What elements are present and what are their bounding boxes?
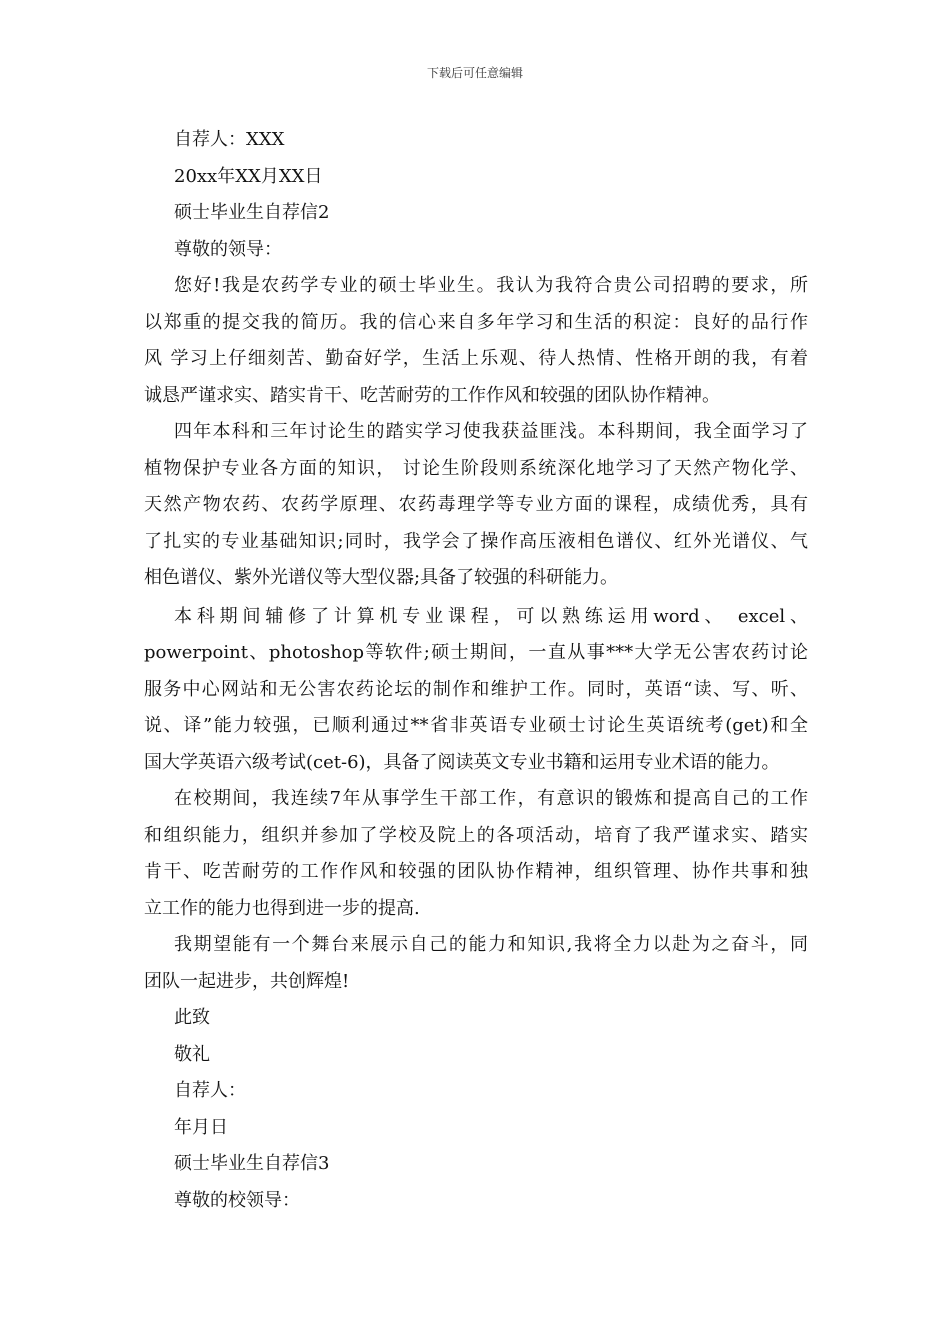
letter-title: 硕士毕业生自荐信2 — [174, 202, 330, 223]
paragraph-line: 服务中心网站和无公害农药论坛的制作和维护工作。同时，英语“读、写、听、 — [144, 678, 808, 700]
paragraph-line: 以郑重的提交我的简历。我的信心来自多年学习和生活的积淀：良好的品行作 — [144, 311, 808, 333]
paragraph-1 — [144, 268, 808, 414]
paragraph-line: 肯干、吃苦耐劳的工作作风和较强的团队协作精神，组织管理、协作共事和独 — [144, 861, 808, 882]
paragraph-line: 说、译”能力较强，已顺利通过**省非英语专业硕士讨论生英语统考(get)和全 — [144, 715, 808, 736]
paragraph-5 — [144, 927, 808, 1000]
date-line: 20xx年XX月XX日 — [174, 165, 323, 187]
paragraph-line: 天然产物农药、农药学原理、农药毒理学等专业方面的课程，成绩优秀，具有 — [144, 494, 808, 515]
paragraph-line: 风 学习上仔细刻苦、勤奋好学，生活上乐观、待人热情、性格开朗的我，有着 — [144, 348, 808, 369]
date-line: 年月日 — [174, 1116, 228, 1138]
letter-title: 硕士毕业生自荐信3 — [174, 1153, 330, 1174]
paragraph-line: 和组织能力，组织并参加了学校及院上的各项活动，培育了我严谨求实、踏实 — [144, 824, 808, 846]
paragraph-2 — [144, 414, 808, 597]
salutation: 尊敬的领导： — [174, 238, 282, 260]
paragraph-line: 诚恳严谨求实、踏实肯干、吃苦耐劳的工作作风和较强的团队协作精神。 — [144, 384, 720, 406]
paragraph-4 — [144, 781, 808, 927]
paragraph-line: 本科期间辅修了计算机专业课程，可以熟练运用word、 excel、 — [174, 605, 808, 627]
paragraph-line: 团队一起进步，共创辉煌! — [144, 970, 350, 992]
paragraph-line: 四年本科和三年讨论生的踏实学习使我获益匪浅。本科期间，我全面学习了 — [174, 421, 808, 442]
closing-regards: 敬礼 — [174, 1043, 210, 1065]
paragraph-line: 立工作的能力也得到进一步的提高. — [144, 897, 420, 919]
paragraph-line: 植物保护专业各方面的知识， 讨论生阶段则系统深化地学习了天然产物化学、 — [144, 457, 808, 479]
signature-line: 自荐人：XXX — [174, 129, 285, 150]
document-body — [144, 122, 808, 1219]
paragraph-line: 相色谱仪、紫外光谱仪等大型仪器;具备了较强的科研能力。 — [144, 567, 619, 588]
paragraph-line: 了扎实的专业基础知识;同时，我学会了操作高压液相色谱仪、红外光谱仪、气 — [144, 530, 808, 552]
paragraph-line: 您好!我是农药学专业的硕士毕业生。我认为我符合贵公司招聘的要求，所 — [174, 275, 808, 296]
paragraph-3 — [144, 599, 808, 782]
closing-line: 此致 — [174, 1007, 210, 1028]
salutation: 尊敬的校领导： — [174, 1189, 300, 1211]
paragraph-line: 国大学英语六级考试(cet-6)，具备了阅读英文专业书籍和运用专业术语的能力。 — [144, 751, 780, 773]
paragraph-line: powerpoint、photoshop等软件;硕士期间，一直从事***大学无公害农药讨论 — [144, 642, 808, 663]
signature-line: 自荐人： — [174, 1080, 246, 1101]
paragraph-line: 在校期间，我连续7年从事学生干部工作，有意识的锻炼和提高自己的工作 — [174, 788, 808, 809]
paragraph-line: 我期望能有一个舞台来展示自己的能力和知识,我将全力以赴为之奋斗，同 — [174, 934, 808, 955]
page-header-note: 下载后可任意编辑 — [426, 66, 523, 80]
